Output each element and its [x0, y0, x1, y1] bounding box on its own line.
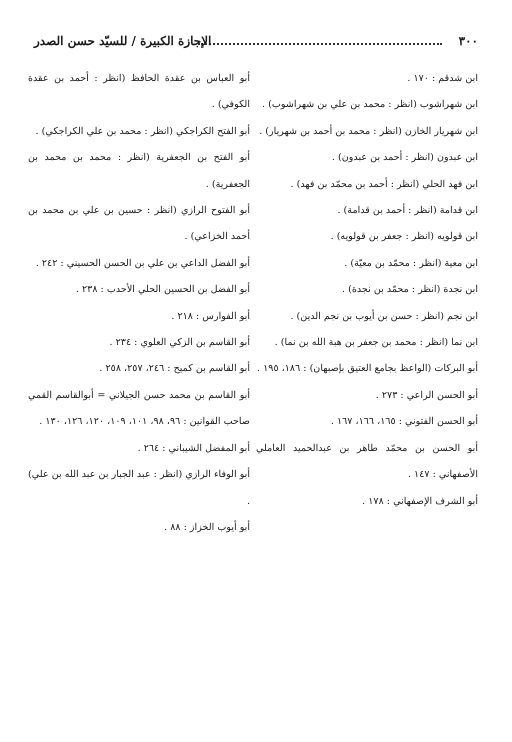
index-entry: أبو الفوارس : ٢١٨ . [171, 310, 250, 322]
index-entry: ابن قولويه (انظر : جعفر بن قولويه) . [330, 231, 478, 243]
page-number: ٣٠٠ [458, 34, 478, 48]
page-header [34, 34, 478, 54]
index-entry: أبو القاسم بن كميح : ٢٤٦، ٢٥٧، ٢٥٨ . [99, 363, 250, 375]
index-entry: أبو الفتوح الرازي (انظر : حسين بن علي بن محمد بن أحمد الخزاعي) . [28, 205, 250, 243]
running-title: الإجازة الكبيرة / للسيّد حسن الصدر [34, 34, 212, 48]
index-entry: أبو البركات (الواعظ بجامع العتيق بإصبهان) : ١٨٦، ١٩٥ . [257, 363, 478, 375]
index-entry: أبو الفضل الداعي بن علي بن الحسن الحسيني : ٢٤٢ . [35, 257, 250, 269]
index-entry: ابن عبدون (انظر : أحمد بن عبدون) . [331, 152, 478, 164]
index-entry: ابن فهد الحلي (انظر : أحمد بن محمّد بن فهد) . [290, 178, 478, 190]
index-entry: أبو القاسم بن محمد حسن الجيلاني = أبوالقاسم القمي صاحب القوانين : ٩٦، ٩٨، ١٠١، ١٠٩، ١٢٠، ١٢٦، ١٣٠ . [28, 389, 250, 428]
index-entry: أبو العباس بن عقدة الحافظ (انظر : أحمد بن عقدة الكوفي) . [28, 73, 250, 111]
index-entry: ابن معية (انظر : محمّد بن معيّة) . [344, 257, 478, 269]
index-entry: أبو الفتح بن الجعفرية (انظر : محمد بن محمد بن الجعفرية) . [28, 152, 250, 190]
index-entry: أبو الحسن الفتوني : ١٦٥، ١٦٦، ١٦٧ . [330, 416, 478, 428]
index-entry: أبو الفضل بن الحسين الحلي الأحدب : ٢٣٨ . [75, 284, 250, 296]
leader-dots [198, 43, 442, 45]
index-column-left [28, 66, 250, 541]
index-entry: أبو أيوب الخزاز : ٨٨ . [164, 521, 250, 533]
index-entry: أبو الوفاء الرازي (انظر : عبد الجبار بن عبد الله بن علي) . [28, 469, 250, 507]
index-entry: ابن نجدة (انظر : محمّد بن نجدة) . [342, 284, 478, 296]
index-entry: أبو المفضل الشيباني : ٢٦٤ . [137, 442, 250, 454]
index-entry: ابن قدامة (انظر : أحمد بن قدامة) . [337, 205, 478, 217]
index-column-right [256, 66, 478, 515]
index-entry: ابن شهريار الخازن (انظر : محمد بن أحمد بن شهريار) . [259, 125, 478, 137]
index-entry: أبو الفتح الكراجكي (انظر : محمد بن علي الكراجكي) . [35, 125, 250, 137]
index-entry: ابن شهراشوب (انظر : محمد بن علي بن شهراشوب) . [262, 99, 478, 111]
index-entry: أبو الحسن بن محمّد طاهر بن عبدالحميد العاملي الأصفهاني : ١٤٧ . [256, 442, 478, 481]
index-entry: ابن شدقم : ١٧٠ . [407, 73, 478, 84]
index-entry: أبو القاسم بن الزكي العلوي : ٢٣٤ . [109, 337, 250, 349]
index-entry: أبو الحسن الراعي : ٢٧٣ . [375, 389, 478, 401]
index-entry: أبو الشرف الإصفهاني : ١٧٨ . [362, 495, 478, 507]
index-entry: ابن نجم (انظر : حسن بن أيوب بن نجم الدين) . [290, 310, 478, 322]
index-entry: ابن نما (انظر : محمد بن جعفر بن هبة الله بن نما) . [274, 337, 478, 349]
